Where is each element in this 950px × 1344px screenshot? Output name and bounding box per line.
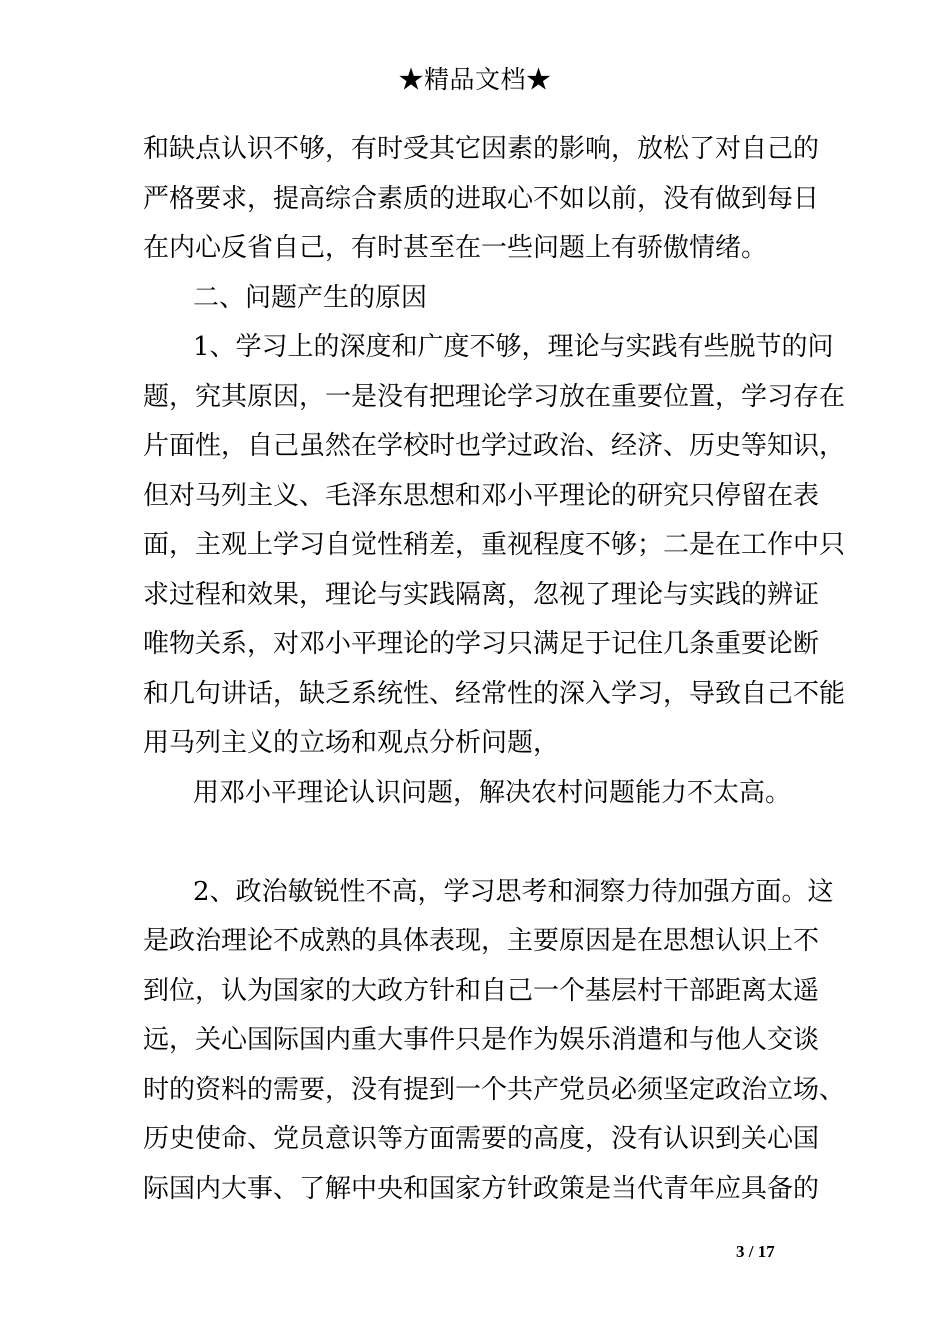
paragraph-line: 和几句讲话，缺乏系统性、经常性的深入学习，导致自己不能 — [143, 678, 846, 709]
paragraph-line: 严格要求，提高综合素质的进取心不如以前，没有做到每日 — [143, 183, 820, 214]
paragraph-line: 面，主观上学习自觉性稍差，重视程度不够；二是在工作中只 — [143, 530, 846, 560]
page-number: 3 / 17 — [736, 1242, 775, 1261]
paragraph-line: 到位，认为国家的大政方针和自己一个基层村干部距离太遥 — [143, 975, 820, 1006]
paragraph-line: 但对马列主义、毛泽东思想和邓小平理论的研究只停留在表 — [143, 480, 820, 511]
paragraph-line: 唯物关系，对邓小平理论的学习只满足于记住几条重要论断 — [143, 629, 820, 659]
paragraph-line: 在内心反省自己，有时甚至在一些问题上有骄傲情绪。 — [143, 233, 768, 263]
paragraph-line: 求过程和效果，理论与实践隔离，忽视了理论与实践的辨证 — [143, 579, 820, 610]
paragraph-line: 题，究其原因，一是没有把理论学习放在重要位置，学习存在 — [143, 381, 846, 412]
paragraph-line: 用邓小平理论认识问题，解决农村问题能力不太高。 — [193, 777, 792, 808]
paragraph-line: 和缺点认识不够，有时受其它因素的影响，放松了对自己的 — [143, 134, 820, 164]
paragraph-line: 时的资料的需要，没有提到一个共产党员必须坚定政治立场、 — [143, 1074, 846, 1105]
paragraph-line: 2、政治敏锐性不高，学习思考和洞察力待加强方面。这 — [193, 876, 834, 907]
paragraph-spacer — [143, 818, 813, 868]
page-header-title: ★精品文档★ — [398, 65, 552, 94]
section-heading: 二、问题产生的原因 — [193, 282, 428, 313]
paragraph-line: 际国内大事、了解中央和国家方针政策是当代青年应具备的 — [143, 1173, 820, 1204]
paragraph-line: 片面性，自己虽然在学校时也学过政治、经济、历史等知识， — [143, 431, 846, 461]
document-body — [143, 125, 846, 1214]
paragraph-line: 1、学习上的深度和广度不够，理论与实践有些脱节的问 — [193, 332, 834, 362]
paragraph-line: 用马列主义的立场和观点分析问题， — [143, 728, 560, 758]
paragraph-line: 历史使命、党员意识等方面需要的高度，没有认识到关心国 — [143, 1124, 820, 1154]
paragraph-line: 远，关心国际国内重大事件只是作为娱乐消遣和与他人交谈 — [143, 1025, 820, 1055]
paragraph-line: 是政治理论不成熟的具体表现，主要原因是在思想认识上不 — [143, 926, 820, 956]
